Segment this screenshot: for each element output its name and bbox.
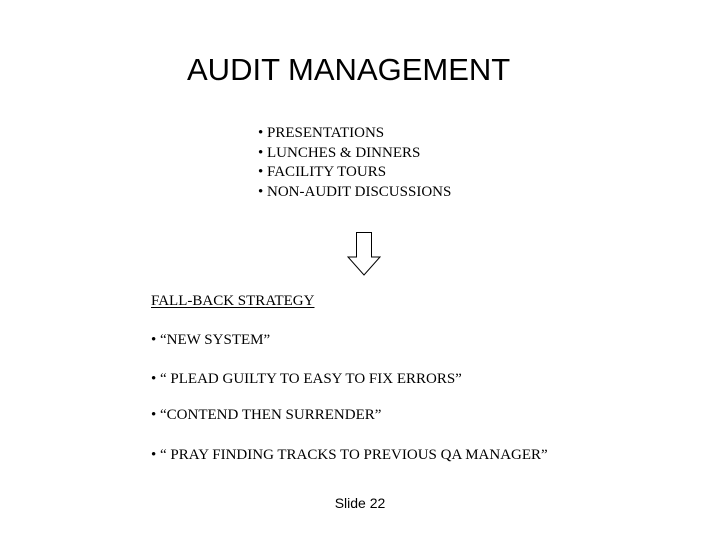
list-item: [258, 144, 451, 164]
strategy-item-text: “ PRAY FINDING TRACKS TO PREVIOUS QA MANAGER”: [160, 447, 548, 463]
list-item-text: PRESENTATIONS: [267, 125, 385, 141]
strategy-item: [151, 406, 381, 425]
strategy-item-text: “CONTEND THEN SURRENDER”: [160, 407, 382, 423]
strategy-item-text: “NEW SYSTEM”: [160, 332, 271, 348]
list-item-text: LUNCHES & DINNERS: [267, 144, 421, 161]
down-arrow-icon: [347, 232, 381, 276]
strategy-item: [151, 446, 548, 465]
list-item: [258, 163, 451, 183]
strategy-item-text: “ PLEAD GUILTY TO EASY TO FIX ERRORS”: [160, 371, 462, 387]
tactics-list: [258, 124, 451, 202]
bullet-icon: •: [151, 371, 157, 387]
list-item-text: FACILITY TOURS: [267, 164, 387, 180]
bullet-icon: •: [151, 332, 157, 348]
bullet-icon: •: [258, 164, 264, 180]
bullet-icon: •: [258, 144, 264, 161]
list-item-text: NON-AUDIT DISCUSSIONS: [267, 183, 452, 200]
strategy-item: [151, 331, 270, 350]
slide-number: Slide 22: [334, 495, 386, 511]
bullet-icon: •: [151, 407, 157, 423]
strategy-item: [151, 370, 462, 389]
fallback-strategy-heading: FALL-BACK STRATEGY: [151, 293, 315, 309]
slide-title: AUDIT MANAGEMENT: [187, 52, 511, 87]
list-item: [258, 183, 451, 203]
bullet-icon: •: [258, 125, 264, 141]
bullet-icon: •: [151, 447, 157, 463]
list-item: [258, 124, 451, 144]
bullet-icon: •: [258, 183, 264, 200]
